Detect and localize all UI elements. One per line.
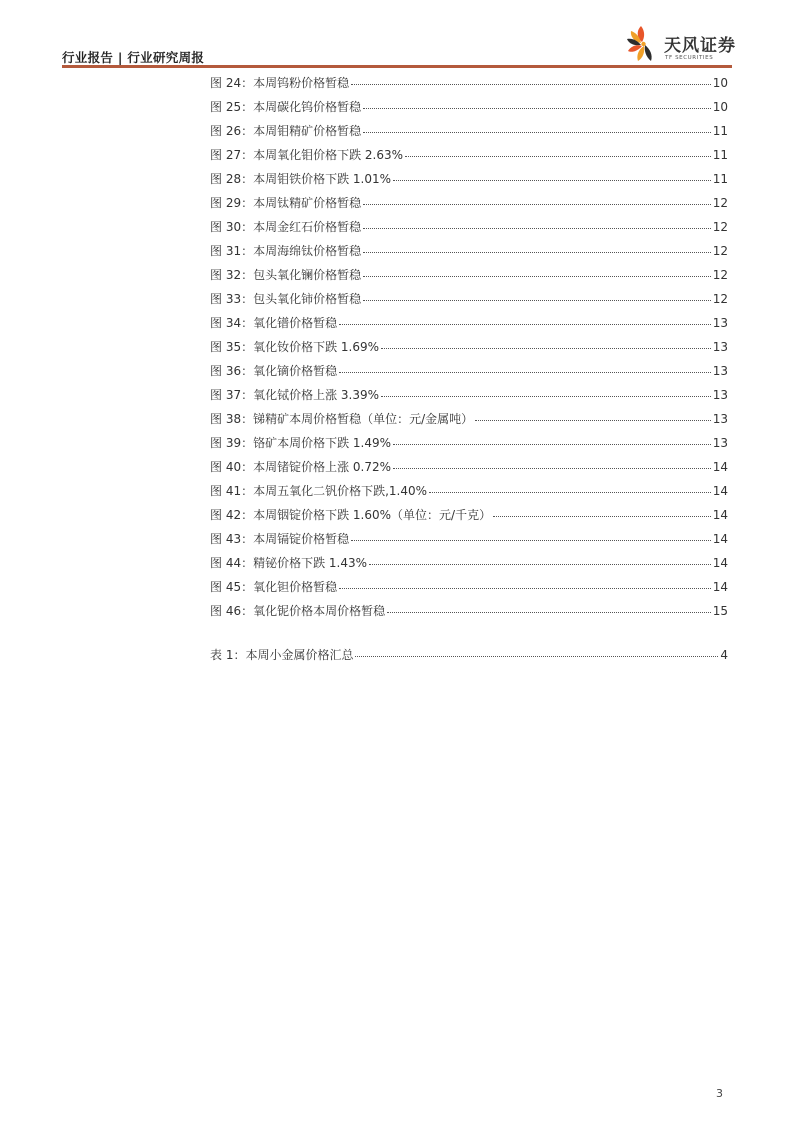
figure-list-entry[interactable]: [210, 458, 728, 482]
toc-entry-label: 图 32：包头氧化镧价格暂稳: [210, 268, 362, 282]
toc-entry-page: 14: [712, 580, 728, 594]
toc-entry-label: 图 27：本周氧化钼价格下跌 2.63%: [210, 148, 404, 162]
toc-entry-label: 图 25：本周碳化钨价格暂稳: [210, 100, 362, 114]
dot-leader: [339, 588, 711, 589]
dot-leader: [363, 252, 711, 253]
toc-entry-label: 图 41：本周五氧化二钒价格下跌,1.40%: [210, 484, 428, 498]
toc-entry-label: 图 43：本周镉锭价格暂稳: [210, 532, 350, 546]
dot-leader: [351, 84, 711, 85]
dot-leader: [393, 468, 711, 469]
toc-entry-label: 图 35：氧化钕价格下跌 1.69%: [210, 340, 380, 354]
toc-entry-page: 14: [712, 532, 728, 546]
logo-chinese-name: 天风证券: [664, 36, 736, 56]
toc-entry-page: 15: [712, 604, 728, 618]
toc-entry-page: 4: [720, 648, 728, 662]
dot-leader: [363, 300, 711, 301]
figure-list-entry[interactable]: [210, 194, 728, 218]
toc-entry-label: 图 24：本周钨粉价格暂稳: [210, 76, 350, 90]
figure-list-entry[interactable]: [210, 434, 728, 458]
toc-entry-label: 图 36：氧化镝价格暂稳: [210, 364, 338, 378]
dot-leader: [387, 612, 711, 613]
dot-leader: [381, 396, 711, 397]
dot-leader: [339, 324, 711, 325]
toc-entry-page: 12: [712, 220, 728, 234]
toc-entry-page: 13: [712, 388, 728, 402]
figure-list-entry[interactable]: [210, 218, 728, 242]
toc-entry-label: 图 31：本周海绵钛价格暂稳: [210, 244, 362, 258]
company-logo: [624, 24, 734, 64]
header-divider: [62, 65, 732, 68]
figure-list-entry[interactable]: [210, 554, 728, 578]
toc-entry-label: 图 42：本周铟锭价格下跌 1.60%（单位：元/千克）: [210, 508, 492, 522]
dot-leader: [363, 108, 711, 109]
toc-entry-label: 图 30：本周金红石价格暂稳: [210, 220, 362, 234]
toc-entry-label: 图 39：铬矿本周价格下跌 1.49%: [210, 436, 392, 450]
figure-list-entry[interactable]: [210, 338, 728, 362]
toc-entry-page: 12: [712, 196, 728, 210]
toc-entry-page: 10: [712, 100, 728, 114]
toc-entry-label: 图 28：本周钼铁价格下跌 1.01%: [210, 172, 392, 186]
toc-entry-page: 14: [712, 508, 728, 522]
dot-leader: [363, 132, 711, 133]
toc-entry-page: 14: [712, 484, 728, 498]
toc-entry-page: 13: [712, 412, 728, 426]
dot-leader: [393, 444, 711, 445]
figure-list-entry[interactable]: [210, 74, 728, 98]
figure-list-entry[interactable]: [210, 266, 728, 290]
table-list-entry[interactable]: [210, 646, 728, 670]
toc-entry-label: 图 34：氧化镨价格暂稳: [210, 316, 338, 330]
dot-leader: [393, 180, 711, 181]
figure-list-entry[interactable]: [210, 98, 728, 122]
dot-leader: [351, 540, 711, 541]
figure-list-entry[interactable]: [210, 602, 728, 626]
toc-entry-page: 13: [712, 364, 728, 378]
toc-entry-label: 图 45：氧化钽价格暂稳: [210, 580, 338, 594]
logo-english-name: TF SECURITIES: [665, 55, 714, 61]
toc-entry-page: 11: [712, 148, 728, 162]
report-category: 行业报告 | 行业研究周报: [62, 50, 205, 65]
toc-entry-page: 11: [712, 124, 728, 138]
toc-entry-page: 12: [712, 244, 728, 258]
figure-list-entry[interactable]: [210, 170, 728, 194]
toc-entry-page: 12: [712, 268, 728, 282]
flower-logo-icon: [624, 24, 664, 64]
toc-entry-label: 图 29：本周钛精矿价格暂稳: [210, 196, 362, 210]
dot-leader: [363, 204, 711, 205]
figure-list: [210, 74, 728, 626]
toc-entry-page: 13: [712, 316, 728, 330]
toc-entry-label: 图 44：精铋价格下跌 1.43%: [210, 556, 368, 570]
dot-leader: [363, 276, 711, 277]
dot-leader: [363, 228, 711, 229]
figure-list-entry[interactable]: [210, 242, 728, 266]
dot-leader: [355, 656, 718, 657]
toc-entry-page: 13: [712, 436, 728, 450]
toc-entry-page: 14: [712, 460, 728, 474]
figure-list-entry[interactable]: [210, 578, 728, 602]
dot-leader: [475, 420, 711, 421]
toc-entry-label: 图 26：本周钼精矿价格暂稳: [210, 124, 362, 138]
toc-entry-page: 13: [712, 340, 728, 354]
page-header: [62, 0, 736, 70]
toc-entry-page: 12: [712, 292, 728, 306]
figure-list-entry[interactable]: [210, 314, 728, 338]
toc-entry-label: 图 33：包头氧化铈价格暂稳: [210, 292, 362, 306]
toc-entry-page: 14: [712, 556, 728, 570]
dot-leader: [339, 372, 711, 373]
figure-list-entry[interactable]: [210, 122, 728, 146]
figure-list-entry[interactable]: [210, 506, 728, 530]
dot-leader: [381, 348, 711, 349]
toc-entry-label: 图 40：本周锗锭价格上涨 0.72%: [210, 460, 392, 474]
dot-leader: [493, 516, 711, 517]
toc-entry-page: 10: [712, 76, 728, 90]
page-number: 3: [716, 1087, 723, 1100]
figure-list-entry[interactable]: [210, 482, 728, 506]
toc-entry-label: 图 37：氧化铽价格上涨 3.39%: [210, 388, 380, 402]
toc-entry-label: 图 38：锑精矿本周价格暂稳（单位：元/金属吨）: [210, 412, 474, 426]
toc-entry-page: 11: [712, 172, 728, 186]
toc-entry-label: 图 46：氧化铌价格本周价格暂稳: [210, 604, 386, 618]
figure-list-entry[interactable]: [210, 386, 728, 410]
dot-leader: [405, 156, 711, 157]
figure-list-entry[interactable]: [210, 146, 728, 170]
figure-list-entry[interactable]: [210, 410, 728, 434]
toc-entry-label: 表 1：本周小金属价格汇总: [210, 648, 354, 662]
table-list: [210, 646, 728, 670]
dot-leader: [369, 564, 711, 565]
figure-list-entry[interactable]: [210, 530, 728, 554]
dot-leader: [429, 492, 711, 493]
figure-list-entry[interactable]: [210, 290, 728, 314]
figure-list-entry[interactable]: [210, 362, 728, 386]
